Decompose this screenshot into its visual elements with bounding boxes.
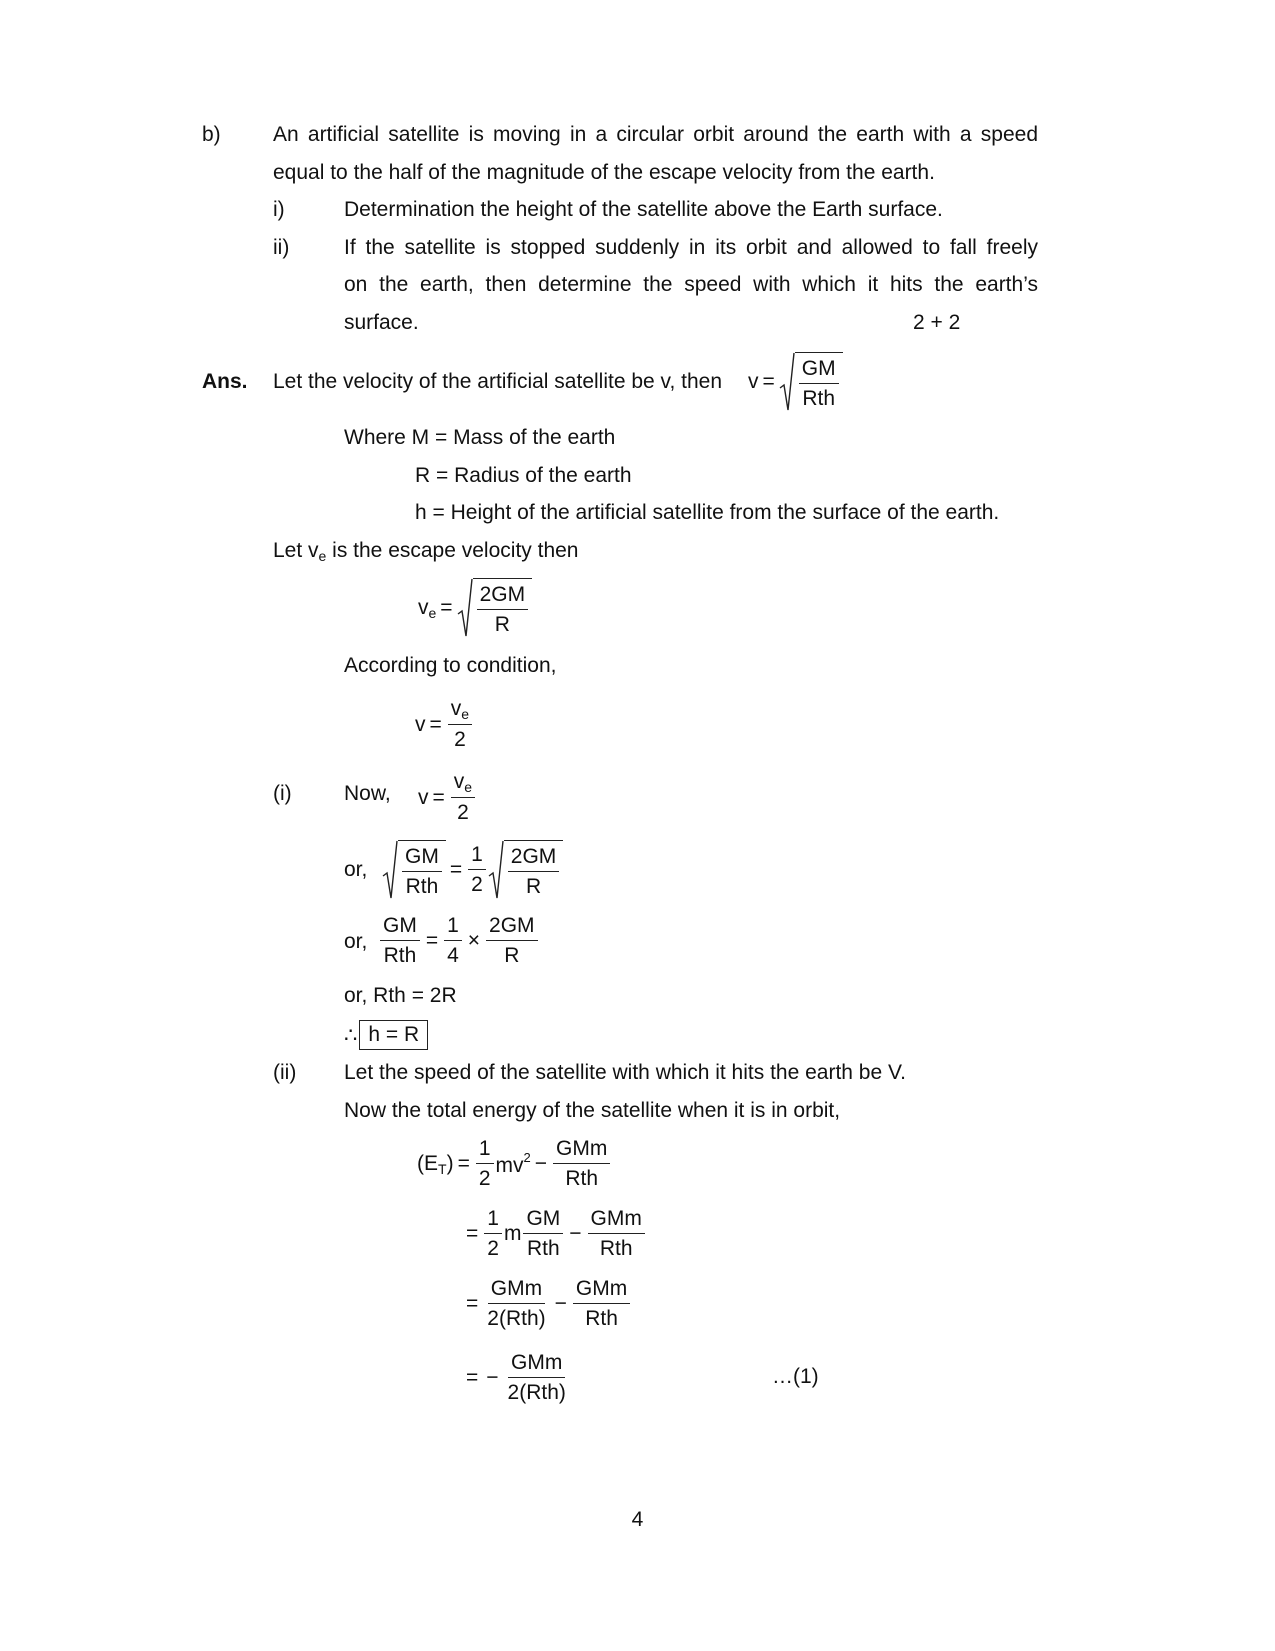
part-ii-label: (ii)	[273, 1061, 297, 1084]
rth-result: or, Rth = 2R	[344, 984, 457, 1007]
height-result: ∴ h = R	[344, 1020, 428, 1050]
question-line-2: equal to the half of the magnitude of the escape velocity from the earth.	[273, 161, 935, 184]
question-label: b)	[202, 123, 221, 146]
boxed-result: h = R	[359, 1020, 428, 1050]
orbital-velocity-equation	[748, 352, 843, 412]
energy-step-4: = − $\frac{\text{GMm}}{\text{2(Rth)}}$	[466, 1351, 566, 1405]
now-equation: v = $\frac{v_e}{2}$	[418, 770, 477, 825]
sub-question-ii-label: ii)	[273, 236, 290, 259]
answer-intro: Let the velocity of the artificial satellite be v, then	[273, 370, 723, 393]
sub-question-ii-line-1: If the satellite is stopped suddenly in its orbit and allowed to fall freely	[344, 236, 1038, 259]
radical-sign-icon	[457, 578, 473, 638]
escape-velocity-equation: $v_e$ = $\frac{2GM}{R}$	[418, 578, 532, 638]
fraction: $\frac{GM}{\text{Rth}}$	[799, 357, 839, 411]
root-equality-equation: $\frac{GM}{\text{Rth}}$ = $\frac{1}{2}$ $\frac{2GM}{R}$	[382, 840, 563, 900]
page-number: 4	[631, 1508, 644, 1531]
part-ii-line-2: Now the total energy of the satellite when it is in orbit,	[344, 1099, 841, 1122]
or-label: or,	[344, 858, 368, 881]
answer-label: Ans.	[202, 370, 248, 393]
radical-sign-icon	[382, 840, 398, 900]
energy-step-3: = $\frac{\text{GMm}}{\text{2(Rth)}}$ − $\frac{\text{GMm}}{\text{Rth}}$	[462, 1277, 632, 1331]
or-label: or,	[344, 930, 368, 953]
escape-velocity-intro: Let $v_e$ is the escape velocity then	[273, 539, 579, 564]
math-equals: =	[762, 370, 775, 393]
math-v: v	[748, 370, 759, 393]
sub-question-i-text: Determination the height of the satellite above the Earth surface.	[344, 198, 943, 221]
square-root: $\frac{2GM}{R}$	[457, 578, 533, 638]
part-i-label: (i)	[273, 782, 292, 805]
sub-question-ii-line-2: on the earth, then determine the speed with which it hits the earth’s	[344, 273, 1038, 296]
condition-equation: v = $\frac{v_e}{2}$	[415, 697, 474, 752]
now-label: Now,	[344, 782, 391, 805]
sub-question-i-label: i)	[273, 198, 285, 221]
according-to-condition: According to condition,	[344, 654, 557, 677]
where-r-definition: R = Radius of the earth	[415, 464, 632, 487]
marks-allocation: 2 + 2	[913, 311, 961, 334]
question-line-1: An artificial satellite is moving in a circular orbit around the earth with a speed	[273, 123, 1038, 146]
radical-sign-icon	[488, 840, 504, 900]
square-root	[779, 352, 843, 412]
squared-equality-equation: $\frac{GM}{\text{Rth}}$ = $\frac{1}{4}$ × $\frac{2GM}{R}$	[378, 914, 540, 968]
where-m-definition: Where M = Mass of the earth	[344, 426, 616, 449]
sub-question-ii-line-3: surface.	[344, 311, 419, 334]
radical-sign-icon	[779, 352, 795, 412]
energy-step-2: = $\frac{1}{2}$ m $\frac{GM}{\text{Rth}}$ − $\frac{\text{GMm}}{\text{Rth}}$	[462, 1207, 647, 1261]
total-energy-equation: $(E_T)$ = $\frac{1}{2}$ $mv^2$ − $\frac{\text{GMm}}{\text{Rth}}$	[417, 1137, 612, 1191]
where-h-definition: h = Height of the artificial satellite from the surface of the earth.	[415, 501, 1000, 524]
part-ii-line-1: Let the speed of the satellite with which it hits the earth be V.	[344, 1061, 906, 1084]
equation-number: …(1)	[772, 1365, 819, 1388]
